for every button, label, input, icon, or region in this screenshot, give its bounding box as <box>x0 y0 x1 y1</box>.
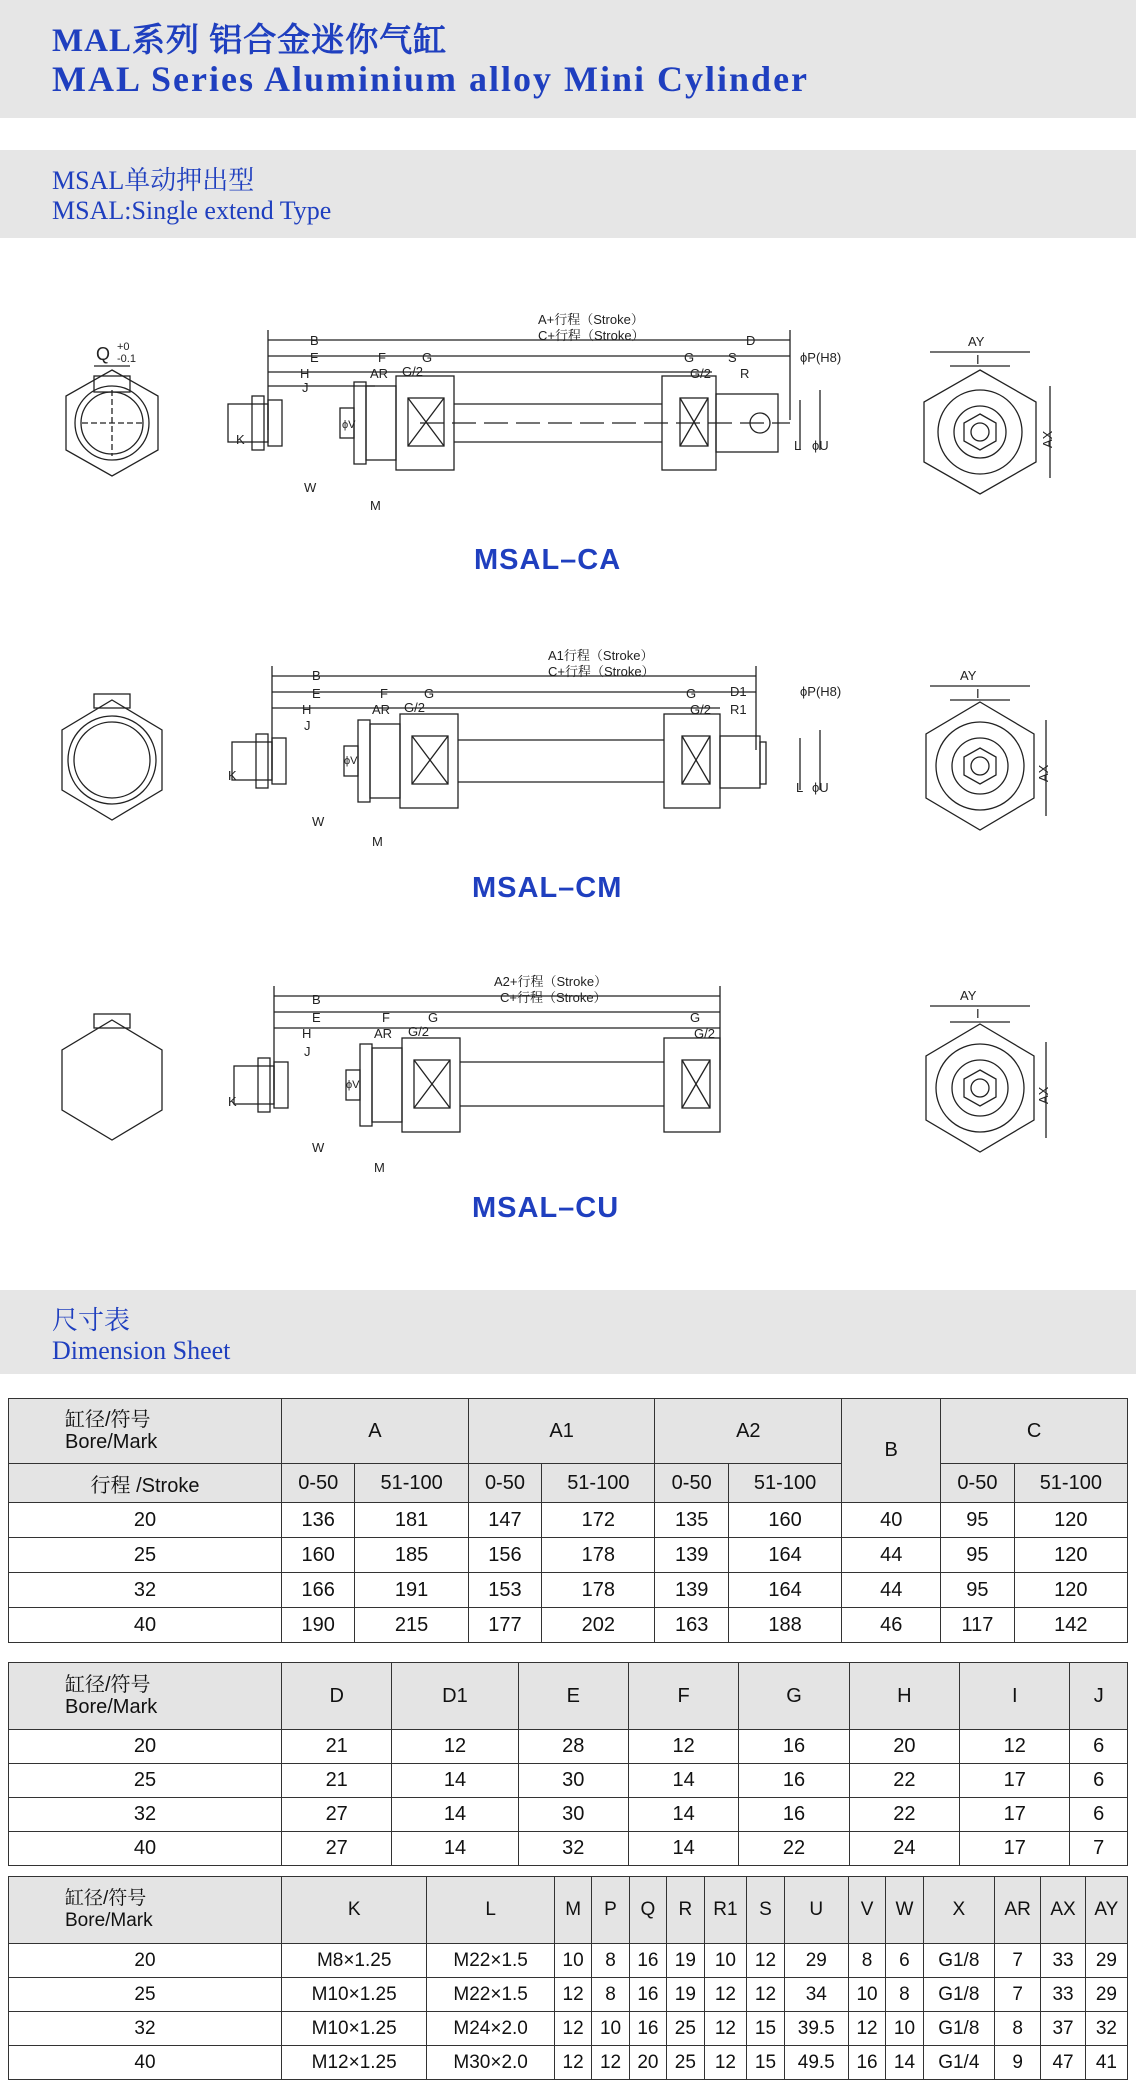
table-cell: 12 <box>392 1730 518 1764</box>
table-cell: 7 <box>994 1944 1040 1978</box>
col-header: U <box>784 1877 848 1944</box>
table-cell: 22 <box>849 1798 959 1832</box>
table-cell: 135 <box>655 1503 728 1538</box>
table-cell: 17 <box>960 1764 1070 1798</box>
svg-text:A1行程（Stroke）: A1行程（Stroke） <box>548 648 654 663</box>
diagram-msal-cu <box>0 960 1136 1240</box>
table-cell: 34 <box>784 1978 848 2012</box>
table-cell: 8 <box>592 1978 629 2012</box>
table-cell: 12 <box>848 2012 885 2046</box>
svg-text:ϕP(H8): ϕP(H8) <box>800 684 842 699</box>
range-0-50: 0-50 <box>941 1464 1014 1503</box>
table-cell: M10×1.25 <box>282 1978 427 2012</box>
table-cell: 20 <box>9 1944 282 1978</box>
table-cell: M12×1.25 <box>282 2046 427 2080</box>
table-cell: 28 <box>518 1730 628 1764</box>
table-cell: 46 <box>842 1608 941 1643</box>
col-a1: A1 <box>468 1399 655 1464</box>
caption-msal-cm: MSAL–CM <box>472 872 623 904</box>
table-cell: 6 <box>1070 1730 1128 1764</box>
svg-text:G: G <box>690 1010 701 1025</box>
svg-text:I: I <box>976 352 980 367</box>
end-view-hexagon <box>62 1020 162 1140</box>
svg-text:D1: D1 <box>730 684 747 699</box>
table-cell: 12 <box>554 2012 591 2046</box>
table-cell: 29 <box>1085 1944 1127 1978</box>
table-cell: 14 <box>628 1832 738 1866</box>
bore-mark-header: 缸径/符号 Bore/Mark <box>9 1663 282 1730</box>
table-cell: M30×2.0 <box>427 2046 555 2080</box>
title-en: MAL Series Aluminium alloy Mini Cylinder <box>52 59 810 99</box>
table-cell: 8 <box>592 1944 629 1978</box>
table-cell: 164 <box>728 1538 841 1573</box>
col-header: W <box>886 1877 923 1944</box>
end-view-hexagon-right <box>924 370 1036 494</box>
table-row <box>9 1730 1128 1764</box>
table-cell: 20 <box>9 1730 282 1764</box>
svg-text:J: J <box>304 718 311 733</box>
dimension-table-1 <box>8 1398 1128 1643</box>
svg-text:ϕU: ϕU <box>812 780 829 795</box>
col-header: K <box>282 1877 427 1944</box>
table-cell: M8×1.25 <box>282 1944 427 1978</box>
section-title-cn: 尺寸表 <box>52 1306 131 1335</box>
table-cell: 163 <box>655 1608 728 1643</box>
table-cell: 33 <box>1041 1944 1086 1978</box>
table-cell: 33 <box>1041 1978 1086 2012</box>
svg-text:W: W <box>312 1140 325 1155</box>
svg-text:W: W <box>312 814 325 829</box>
table-cell: 30 <box>518 1764 628 1798</box>
table-row <box>9 1608 1128 1643</box>
svg-text:C+行程（Stroke）: C+行程（Stroke） <box>548 664 655 679</box>
svg-text:G/2: G/2 <box>402 364 423 379</box>
table-cell: 16 <box>629 1978 666 2012</box>
col-c: C <box>941 1399 1128 1464</box>
table-cell: 44 <box>842 1538 941 1573</box>
header-band <box>0 0 1136 118</box>
table-row <box>9 1832 1128 1866</box>
col-header: V <box>848 1877 885 1944</box>
table-cell: 19 <box>667 1978 704 2012</box>
table-cell: 12 <box>747 1978 784 2012</box>
table-row <box>9 1978 1128 2012</box>
col-header: Q <box>629 1877 666 1944</box>
table-cell: 40 <box>842 1503 941 1538</box>
svg-text:I: I <box>976 1006 980 1021</box>
table-cell: 136 <box>282 1503 355 1538</box>
range-0-50: 0-50 <box>655 1464 728 1503</box>
table-cell: M22×1.5 <box>427 1978 555 2012</box>
table-row <box>9 1764 1128 1798</box>
table-cell: 41 <box>1085 2046 1127 2080</box>
svg-text:AY: AY <box>960 668 977 683</box>
table-cell: 22 <box>739 1832 849 1866</box>
table-row <box>9 1503 1128 1538</box>
table-cell: 32 <box>1085 2012 1127 2046</box>
table-cell: 6 <box>1070 1798 1128 1832</box>
table-cell: 164 <box>728 1573 841 1608</box>
svg-text:ϕP(H8): ϕP(H8) <box>800 350 842 365</box>
svg-text:E: E <box>312 1010 321 1025</box>
section-title-en: Dimension Sheet <box>52 1336 231 1365</box>
col-header: S <box>747 1877 784 1944</box>
table-cell: 14 <box>628 1764 738 1798</box>
table-cell: 120 <box>1014 1503 1127 1538</box>
svg-text:M: M <box>374 1160 385 1175</box>
svg-text:H: H <box>300 366 310 381</box>
svg-text:G: G <box>686 686 697 701</box>
svg-text:G/2: G/2 <box>690 702 711 717</box>
table-cell: 14 <box>392 1764 518 1798</box>
table-cell: 178 <box>542 1538 655 1573</box>
table-cell: 7 <box>994 1978 1040 2012</box>
col-header: M <box>554 1877 591 1944</box>
svg-text:S: S <box>728 350 737 365</box>
range-51-100: 51-100 <box>355 1464 468 1503</box>
table-cell: 21 <box>282 1764 392 1798</box>
table-cell: M24×2.0 <box>427 2012 555 2046</box>
col-header: AX <box>1041 1877 1086 1944</box>
svg-text:E: E <box>312 686 321 701</box>
table-cell: 191 <box>355 1573 468 1608</box>
table-cell: 10 <box>592 2012 629 2046</box>
svg-text:B: B <box>310 333 319 348</box>
svg-text:M: M <box>370 498 381 513</box>
dimension-table-3 <box>8 1876 1128 2080</box>
col-header: R1 <box>704 1877 747 1944</box>
table-cell: 37 <box>1041 2012 1086 2046</box>
col-header: D1 <box>392 1663 518 1730</box>
svg-text:AX: AX <box>1040 430 1055 448</box>
table-cell: 10 <box>554 1944 591 1978</box>
col-a: A <box>282 1399 469 1464</box>
table-cell: 16 <box>848 2046 885 2080</box>
table-cell: 156 <box>468 1538 541 1573</box>
table-cell: 16 <box>629 2012 666 2046</box>
svg-text:G: G <box>422 350 433 365</box>
table-row <box>9 1573 1128 1608</box>
table-cell: 10 <box>886 2012 923 2046</box>
col-header: X <box>923 1877 994 1944</box>
range-0-50: 0-50 <box>468 1464 541 1503</box>
title-cn: MAL系列 铝合金迷你气缸 <box>52 23 448 59</box>
table-cell: 10 <box>848 1978 885 2012</box>
table-cell: 177 <box>468 1608 541 1643</box>
table-cell: 20 <box>629 2046 666 2080</box>
table-cell: 8 <box>994 2012 1040 2046</box>
section-heading-dimensions <box>0 1290 1136 1374</box>
col-header: G <box>739 1663 849 1730</box>
table-cell: 7 <box>1070 1832 1128 1866</box>
svg-text:E: E <box>310 350 319 365</box>
svg-text:C+行程（Stroke）: C+行程（Stroke） <box>500 990 607 1005</box>
table-cell: 27 <box>282 1798 392 1832</box>
col-header: J <box>1070 1663 1128 1730</box>
table-cell: 25 <box>9 1764 282 1798</box>
table-cell: 8 <box>848 1944 885 1978</box>
svg-text:K: K <box>228 1094 237 1109</box>
svg-text:R1: R1 <box>730 702 747 717</box>
svg-text:H: H <box>302 702 312 717</box>
svg-text:B: B <box>312 992 321 1007</box>
table-cell: 95 <box>941 1503 1014 1538</box>
table-cell: 32 <box>9 1573 282 1608</box>
diagram-msal-ca <box>0 300 1136 590</box>
range-51-100: 51-100 <box>728 1464 841 1503</box>
table-cell: 120 <box>1014 1538 1127 1573</box>
table-cell: 20 <box>849 1730 959 1764</box>
svg-text:+0: +0 <box>117 341 130 353</box>
table-cell: 215 <box>355 1608 468 1643</box>
table-cell: 12 <box>704 2046 747 2080</box>
table-cell: 153 <box>468 1573 541 1608</box>
svg-text:C+行程（Stroke）: C+行程（Stroke） <box>538 328 645 343</box>
table-cell: 117 <box>941 1608 1014 1643</box>
table-cell: 22 <box>849 1764 959 1798</box>
table-cell: 16 <box>739 1764 849 1798</box>
range-0-50: 0-50 <box>282 1464 355 1503</box>
table-cell: 10 <box>704 1944 747 1978</box>
table-cell: 32 <box>518 1832 628 1866</box>
table-cell: 139 <box>655 1573 728 1608</box>
table-cell: 17 <box>960 1832 1070 1866</box>
table-cell: 16 <box>739 1798 849 1832</box>
table-cell: 120 <box>1014 1573 1127 1608</box>
table-cell: 202 <box>542 1608 655 1643</box>
svg-text:D: D <box>746 333 756 348</box>
svg-text:F: F <box>378 350 386 365</box>
table-cell: 16 <box>739 1730 849 1764</box>
svg-text:M: M <box>372 834 383 849</box>
section-heading-type <box>0 150 1136 238</box>
svg-text:AR: AR <box>370 366 389 381</box>
caption-msal-ca: MSAL–CA <box>474 544 622 576</box>
table-cell: 25 <box>667 2012 704 2046</box>
table-cell: 27 <box>282 1832 392 1866</box>
table-row <box>9 1798 1128 1832</box>
svg-text:L: L <box>796 780 804 795</box>
table-cell: 25 <box>9 1538 282 1573</box>
table-cell: G1/8 <box>923 1944 994 1978</box>
table-cell: 6 <box>1070 1764 1128 1798</box>
table-cell: 24 <box>849 1832 959 1866</box>
svg-text:AR: AR <box>374 1026 393 1041</box>
table-cell: 160 <box>728 1503 841 1538</box>
svg-text:G/2: G/2 <box>690 366 711 381</box>
table-cell: 21 <box>282 1730 392 1764</box>
col-header: P <box>592 1877 629 1944</box>
svg-text:L: L <box>794 438 802 453</box>
table-cell: 8 <box>886 1978 923 2012</box>
table-cell: 12 <box>628 1730 738 1764</box>
table-cell: 39.5 <box>784 2012 848 2046</box>
svg-text:ϕV: ϕV <box>346 1079 360 1091</box>
table-cell: 25 <box>9 1978 282 2012</box>
table-cell: 40 <box>9 1832 282 1866</box>
bore-mark-header: 缸径/符号 Bore/Mark <box>9 1877 282 1944</box>
stroke-label: 行程 /Stroke <box>9 1464 282 1503</box>
table-cell: 14 <box>392 1798 518 1832</box>
col-header: H <box>849 1663 959 1730</box>
table-row <box>9 1538 1128 1573</box>
col-b: B <box>842 1399 941 1503</box>
table-cell: 19 <box>667 1944 704 1978</box>
section-title-cn: MSAL单动押出型 <box>52 166 255 195</box>
col-header: L <box>427 1877 555 1944</box>
table-cell: 17 <box>960 1798 1070 1832</box>
table-cell: 40 <box>9 1608 282 1643</box>
table-cell: 12 <box>704 1978 747 2012</box>
table-cell: 166 <box>282 1573 355 1608</box>
table-cell: 12 <box>554 2046 591 2080</box>
svg-text:G/2: G/2 <box>404 700 425 715</box>
svg-text:J: J <box>302 380 309 395</box>
table-row <box>9 2012 1128 2046</box>
table-cell: 29 <box>784 1944 848 1978</box>
svg-text:-0.1: -0.1 <box>117 353 136 365</box>
end-view-hexagon <box>62 700 162 820</box>
table-cell: M10×1.25 <box>282 2012 427 2046</box>
svg-text:G: G <box>428 1010 439 1025</box>
table-cell: 25 <box>667 2046 704 2080</box>
range-51-100: 51-100 <box>542 1464 655 1503</box>
svg-text:G: G <box>684 350 695 365</box>
table-cell: 14 <box>886 2046 923 2080</box>
table-row <box>9 2046 1128 2080</box>
table-cell: 12 <box>554 1978 591 2012</box>
svg-text:G/2: G/2 <box>694 1026 715 1041</box>
end-view-hexagon-right <box>926 1024 1034 1152</box>
col-header: E <box>518 1663 628 1730</box>
table-cell: 9 <box>994 2046 1040 2080</box>
table-cell: 188 <box>728 1608 841 1643</box>
svg-text:G: G <box>424 686 435 701</box>
table-cell: 12 <box>704 2012 747 2046</box>
table-cell: 172 <box>542 1503 655 1538</box>
table-cell: 142 <box>1014 1608 1127 1643</box>
table-cell: 14 <box>628 1798 738 1832</box>
col-header: I <box>960 1663 1070 1730</box>
caption-msal-cu: MSAL–CU <box>472 1192 620 1224</box>
svg-text:G/2: G/2 <box>408 1024 429 1039</box>
table-cell: 147 <box>468 1503 541 1538</box>
table-cell: G1/8 <box>923 1978 994 2012</box>
svg-text:A+行程（Stroke）: A+行程（Stroke） <box>538 312 644 327</box>
svg-text:F: F <box>382 1010 390 1025</box>
svg-text:B: B <box>312 668 321 683</box>
svg-text:AX: AX <box>1036 764 1051 782</box>
table-cell: 20 <box>9 1503 282 1538</box>
table-cell: 32 <box>9 2012 282 2046</box>
table-row <box>9 1944 1128 1978</box>
svg-text:K: K <box>236 432 245 447</box>
dim-q: Q <box>96 344 111 364</box>
table-cell: 12 <box>960 1730 1070 1764</box>
table-cell: 15 <box>747 2046 784 2080</box>
col-header: F <box>628 1663 738 1730</box>
table-cell: 29 <box>1085 1978 1127 2012</box>
svg-text:AR: AR <box>372 702 391 717</box>
table-cell: 6 <box>886 1944 923 1978</box>
table-cell: 160 <box>282 1538 355 1573</box>
table-cell: 95 <box>941 1538 1014 1573</box>
bore-mark-header: 缸径/符号 Bore/Mark <box>9 1399 282 1464</box>
svg-text:H: H <box>302 1026 312 1041</box>
col-header: AY <box>1085 1877 1127 1944</box>
table-cell: G1/8 <box>923 2012 994 2046</box>
svg-text:ϕV: ϕV <box>342 419 356 431</box>
table-cell: 49.5 <box>784 2046 848 2080</box>
table-cell: M22×1.5 <box>427 1944 555 1978</box>
svg-text:AX: AX <box>1036 1086 1051 1104</box>
svg-text:AY: AY <box>968 334 985 349</box>
col-a2: A2 <box>655 1399 842 1464</box>
table-cell: 16 <box>629 1944 666 1978</box>
table-cell: 95 <box>941 1573 1014 1608</box>
table-cell: 181 <box>355 1503 468 1538</box>
col-header: AR <box>994 1877 1040 1944</box>
table-cell: 139 <box>655 1538 728 1573</box>
svg-text:ϕU: ϕU <box>812 438 829 453</box>
svg-text:I: I <box>976 686 980 701</box>
end-view-hexagon-right <box>926 702 1034 830</box>
table-cell: 178 <box>542 1573 655 1608</box>
table-cell: 40 <box>9 2046 282 2080</box>
col-header: D <box>282 1663 392 1730</box>
table-cell: 190 <box>282 1608 355 1643</box>
table-cell: 30 <box>518 1798 628 1832</box>
svg-text:W: W <box>304 480 317 495</box>
svg-text:A2+行程（Stroke）: A2+行程（Stroke） <box>494 974 608 989</box>
svg-text:F: F <box>380 686 388 701</box>
svg-text:K: K <box>228 768 237 783</box>
svg-text:AY: AY <box>960 988 977 1003</box>
svg-text:ϕV: ϕV <box>344 755 358 767</box>
table-cell: 32 <box>9 1798 282 1832</box>
col-header: R <box>667 1877 704 1944</box>
table-cell: G1/4 <box>923 2046 994 2080</box>
section-title-en: MSAL:Single extend Type <box>52 196 332 225</box>
range-51-100: 51-100 <box>1014 1464 1127 1503</box>
table-cell: 47 <box>1041 2046 1086 2080</box>
table-cell: 12 <box>592 2046 629 2080</box>
table-cell: 14 <box>392 1832 518 1866</box>
diagram-msal-cm <box>0 640 1136 930</box>
table-cell: 12 <box>747 1944 784 1978</box>
table-cell: 185 <box>355 1538 468 1573</box>
table-cell: 15 <box>747 2012 784 2046</box>
table-cell: 44 <box>842 1573 941 1608</box>
dimension-table-2 <box>8 1662 1128 1866</box>
svg-text:R: R <box>740 366 750 381</box>
svg-text:J: J <box>304 1044 311 1059</box>
